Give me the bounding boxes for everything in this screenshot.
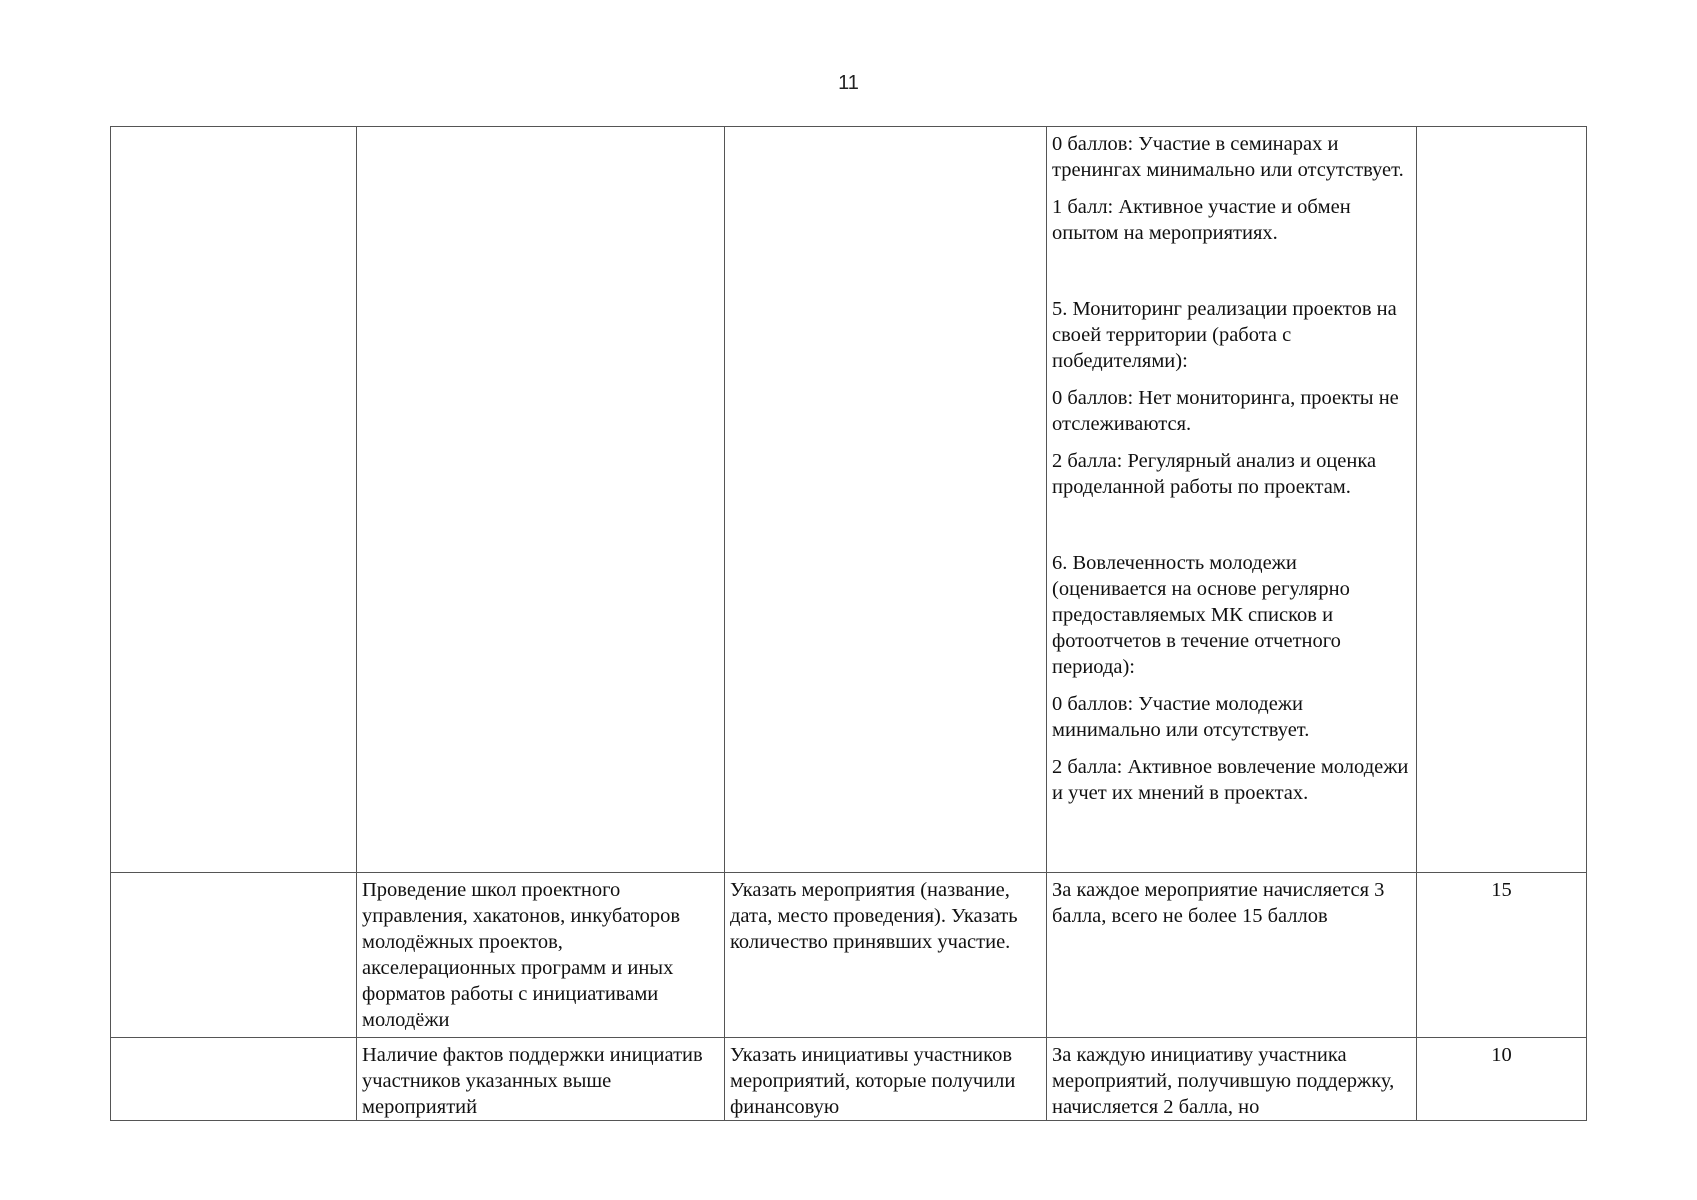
criterion-cell: Проведение школ проектного управления, хакатонов, инкубаторов молодёжных проектов, акселерационных программ и иных форматов работы с инициативами молодёжи [357, 873, 725, 1038]
scoring-cell [1047, 127, 1417, 873]
criteria-table [110, 126, 1587, 1121]
row-label-cell [111, 873, 357, 1038]
scoring-paragraph: 1 балл: Активное участие и обмен опытом на мероприятиях. [1052, 196, 1351, 244]
max-score-cell: 15 [1417, 873, 1587, 1038]
table-row [111, 127, 1587, 873]
max-score-cell [1417, 127, 1587, 873]
instruction-cell [725, 127, 1047, 873]
instruction-cell: Указать инициативы участников мероприятий, которые получили финансовую [725, 1038, 1047, 1121]
scoring-paragraph: 0 баллов: Нет мониторинга, проекты не отслеживаются. [1052, 387, 1399, 435]
criterion-cell [357, 127, 725, 873]
table-row [111, 873, 1587, 1038]
scoring-heading: 5. Мониторинг реализации проектов на своей территории (работа с победителями): [1052, 298, 1397, 372]
table-row [111, 1038, 1587, 1121]
page-number: 11 [838, 72, 859, 94]
scoring-paragraph: 0 баллов: Участие в семинарах и тренингах минимально или отсутствует. [1052, 133, 1404, 181]
scoring-paragraph: 0 баллов: Участие молодежи минимально или отсутствует. [1052, 693, 1310, 741]
row-label-cell [111, 1038, 357, 1121]
scoring-paragraph: 2 балла: Активное вовлечение молодежи и учет их мнений в проектах. [1052, 756, 1409, 804]
instruction-cell: Указать мероприятия (название, дата, место проведения). Указать количество принявших участие. [725, 873, 1047, 1038]
scoring-cell: За каждую инициативу участника мероприятий, получившую поддержку, начисляется 2 балла, но [1047, 1038, 1417, 1121]
scoring-paragraph: 2 балла: Регулярный анализ и оценка проделанной работы по проектам. [1052, 450, 1377, 498]
max-score-cell: 10 [1417, 1038, 1587, 1121]
scoring-cell: За каждое мероприятие начисляется 3 балла, всего не более 15 баллов [1047, 873, 1417, 1038]
scoring-heading: 6. Вовлеченность молодежи (оценивается на основе регулярно предоставляемых МК списков и фотоотчетов в течение отчетного периода): [1052, 552, 1350, 678]
row-label-cell [111, 127, 357, 873]
criterion-cell: Наличие фактов поддержки инициатив участников указанных выше мероприятий [357, 1038, 725, 1121]
